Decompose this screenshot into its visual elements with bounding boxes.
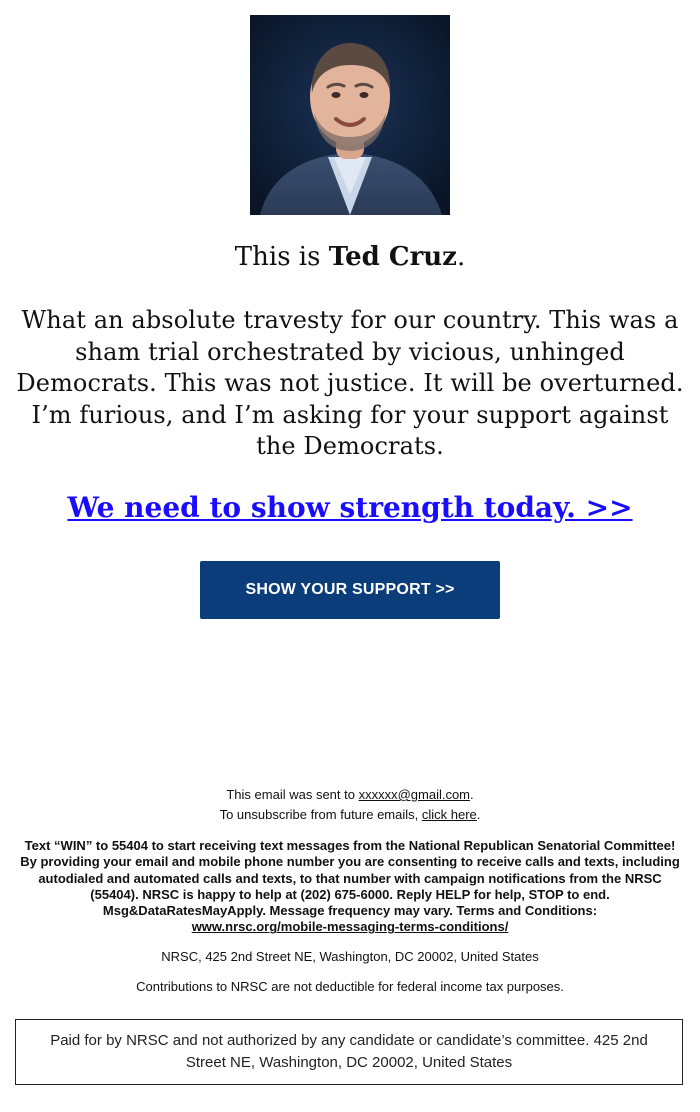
unsubscribe-line	[0, 806, 700, 824]
sent-prefix: This email was sent to	[226, 787, 359, 802]
unsub-prefix: To unsubscribe from future emails,	[219, 807, 422, 822]
message-paragraph: What an absolute travesty for our country. This was a sham trial orchestrated by vicious, unhinged Democrats. This was not justice. It will be overturned. I’m furious, and I’m asking for your support against the Democrats.	[16, 306, 684, 460]
sms-disclaimer	[18, 838, 682, 936]
sent-suffix: .	[470, 787, 474, 802]
unsubscribe-link[interactable]: click here	[421, 807, 477, 822]
recipient-email-link[interactable]: xxxxxx@gmail.com	[358, 787, 471, 802]
intro-prefix: This is	[234, 242, 329, 272]
intro-suffix: .	[456, 242, 466, 272]
terms-link[interactable]: www.nrsc.org/mobile-messaging-terms-conditions/	[191, 919, 509, 935]
show-support-button[interactable]: SHOW YOUR SUPPORT >>	[200, 561, 500, 619]
sent-to-line	[0, 786, 700, 804]
intro-line	[0, 240, 700, 274]
show-strength-link[interactable]: We need to show strength today. >>	[67, 491, 633, 524]
contributions-notice: Contributions to NRSC are not deductible for federal income tax purposes.	[136, 979, 564, 994]
mailing-address: NRSC, 425 2nd Street NE, Washington, DC 20002, United States	[161, 949, 539, 964]
intro-name: Ted Cruz	[328, 242, 457, 272]
sms-text: Text “WIN” to 55404 to start receiving text messages from the National Republican Senatorial Committee! By providing your email and mobile phone number you are consenting to receive calls and texts, including autodialed and automated calls and texts, to that number with campaign notifications from the NRSC (55404). NRSC is happy to help at (202) 675-6000. Reply HELP for help, STOP to end. Msg&DataRatesMayApply. Message frequency may vary. Terms and Conditions:	[20, 838, 680, 919]
unsub-suffix: .	[476, 807, 481, 822]
portrait-image	[250, 15, 450, 215]
portrait-illustration	[250, 15, 450, 215]
paid-for-disclaimer: Paid for by NRSC and not authorized by any candidate or candidate’s committee. 425 2nd Street NE, Washington, DC 20002, United States	[15, 1019, 683, 1085]
